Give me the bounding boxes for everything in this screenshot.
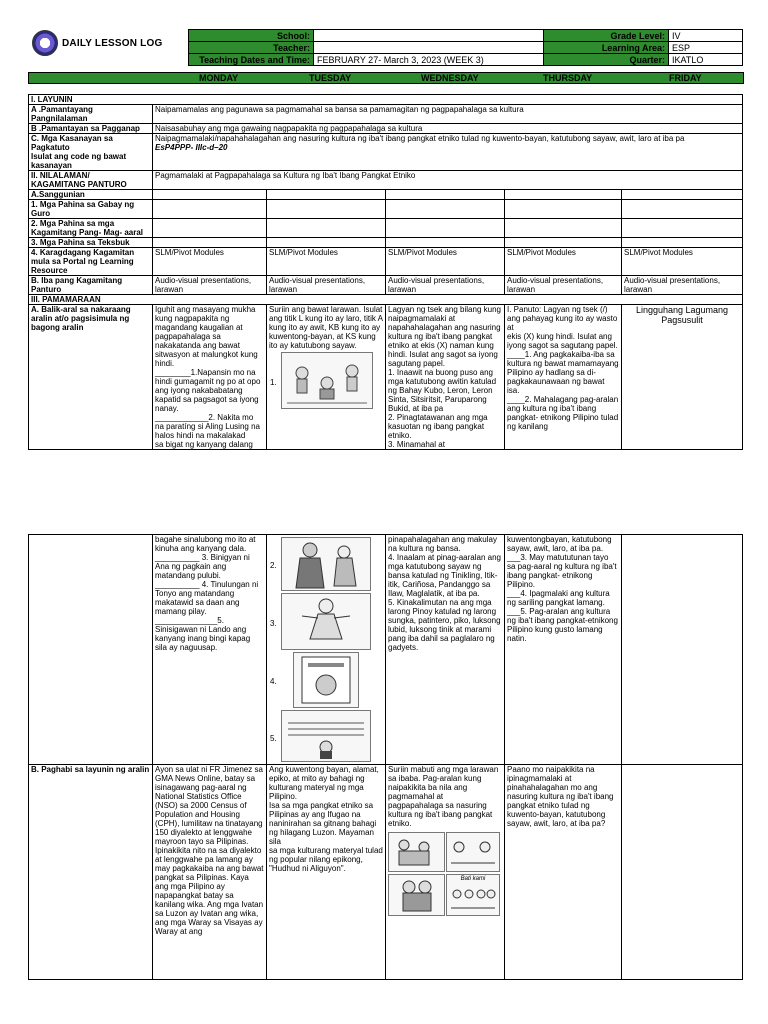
paghabi-monday: Ayon sa ulat ni FR Jimenez sa GMA News Online, batay sa isinagawang pag-aaral ng National Statistics Office (NSO) sa 2000 Census of Population and Housing (CPH), lumilitaw na tinatayang 150 diyalekto at lenggwahe mayroon tayo sa Pilipinas. Ipinakikita nito na sa diyalekto at lenggwahe pa lamang ay may pagkakaiba na ang bawat pangkat sa Pilipinas. Kaya ang mga Pilipino ay napapangkat batay sa kanilang wika. Ang mga Ivatan sa Luzon ay Ivatan ang wika, ang mga Waray sa Visayas ay Waray at ang	[153, 765, 267, 980]
quarter-label: Quarter:	[544, 54, 669, 66]
bati-kami-caption: Bati kami	[460, 876, 486, 882]
paghabi-pictures	[388, 830, 502, 914]
paghabi-thursday: Paano mo naipakikita na ipinagmamalaki at pinahahalagahan mo ang nasuring kultura ng iba't ibang pangkat etniko tulad ng kuwento-bayan, katutubong sayaw, awit, laro, at iba pa?	[505, 765, 622, 980]
deped-seal-logo	[32, 30, 58, 56]
paghabi-label: B. Paghabi sa layunin ng aralin	[29, 765, 153, 980]
teacher-value	[314, 42, 544, 54]
picture-family	[388, 832, 445, 872]
day-tuesday: TUESDAY	[309, 73, 352, 83]
picture-number: 3.	[270, 618, 277, 628]
iba-pang-label: B. Iba pang Kagamitang Panturo	[29, 276, 153, 295]
picture-number: 1.	[270, 377, 277, 387]
pamamaraan-label: III. PAMAMARAAN	[29, 295, 743, 305]
slm-wednesday: SLM/Pivot Modules	[386, 248, 505, 276]
balik-aral-tuesday: Suriin ang bawat larawan. Isulat ang titik L kung ito ay laro, titik A kung ito ay awit, KB kung ito ay kuwentong-bayan, at KS kung ito ay katutubong sayaw.	[269, 305, 383, 350]
picture-children-hug	[388, 874, 445, 916]
paghabi-tuesday: Ang kuwentong bayan, alamat, epiko, at mito ay bahagi ng kulturang materyal ng mga Pilipino. Isa sa mga pangkat etniko sa Pilipinas ay ang Ifugao na naninirahan sa gitnang bahagi ng hilagang Luzon. Mayaman sila sa mga kulturang materyal tulad ng popular nilang epikong, "Hudhud ni Aliguyon".	[267, 765, 386, 980]
school-value	[314, 30, 544, 42]
pamantayang-pangnilalaman: Naipamamalas ang pagunawa sa pagmamahal sa bansa sa pamamagitan ng pagpapahalaga sa kultura	[153, 105, 743, 124]
nilalaman-label: II. NILALAMAN/ KAGAMITANG PANTURO	[29, 171, 153, 190]
slm-thursday: SLM/Pivot Modules	[505, 248, 622, 276]
day-monday: MONDAY	[199, 73, 239, 83]
header-info-table	[188, 29, 743, 66]
teksbuk-label: 3. Mga Pahina sa Teksbuk	[29, 238, 153, 248]
children-playing-illustration	[282, 353, 372, 408]
lesson-log-table-page2	[28, 534, 743, 980]
pamantayang-pangnilalaman-label: A .Pamantayang Pangnilalaman	[29, 105, 153, 124]
picture-book-cover	[270, 652, 359, 708]
teacher-label: Teacher:	[189, 42, 314, 54]
picture-dance	[270, 593, 371, 650]
quarter-value: IKATLO	[669, 54, 743, 66]
school-label: School:	[189, 30, 314, 42]
learning-area-label: Learning Area:	[544, 42, 669, 54]
kasanayan-code: EsP4PPP- IIIc-d–20	[155, 143, 228, 152]
picture-number: 5.	[270, 733, 277, 743]
lesson-log-table-page1	[28, 94, 743, 450]
weekday-header-bar	[28, 72, 744, 84]
balik-aral-thursday: I. Panuto: Lagyan ng tsek (/) ang pahayag kung ito ay wasto at ekis (X) kung hindi. Isulat ang iyong sagot sa sagutang papel. ____1. Ang pagkakaiba-iba sa kultura ng bawat mamamayang Pilipino ay hadlang sa di-pagkakaunawaan ng bawat isa. ____2. Mahalagang pag-aralan ang kultura ng iba't ibang pangkat- etnikong Pilipino tulad ng kanilang	[505, 305, 622, 450]
pamantayan-pagganap: Naisasabuhay ang mga gawaing nagpapakita ng pagpapahalaga sa kultura	[153, 124, 743, 134]
pamantayan-pagganap-label: B .Pamantayan sa Pagganap	[29, 124, 153, 134]
balik-aral-label: A. Balik-aral sa nakaraang aralin at/o pagsisimula ng bagong aralin	[29, 305, 153, 450]
day-friday: FRIDAY	[669, 73, 702, 83]
balik-aral-friday: Lingguhang Lagumang Pagsusulit	[622, 305, 743, 450]
sanggunian-label: A.Sanggunian	[29, 190, 153, 200]
teaching-dates-label: Teaching Dates and Time:	[189, 54, 314, 66]
slm-friday: SLM/Pivot Modules	[622, 248, 743, 276]
grade-level-label: Grade Level:	[544, 30, 669, 42]
picture-number: 2.	[270, 561, 277, 571]
day-thursday: THURSDAY	[543, 73, 593, 83]
balik-aral-tuesday-cell	[267, 305, 386, 450]
day-wednesday: WEDNESDAY	[421, 73, 479, 83]
document-title: DAILY LESSON LOG	[62, 38, 163, 49]
slm-monday: SLM/Pivot Modules	[153, 248, 267, 276]
page2-tuesday-pictures	[267, 535, 386, 765]
song-sheet-illustration	[282, 711, 370, 761]
balik-aral-monday: Iguhit ang masayang mukha kung nagpapakita ng magandang kaugalian at pagpapahalaga sa nakakatanda ang bawat sitwasyon at malungkot kung hindi. ________1.Napansin mo na hindi gumagamit ng po at opo ang iyong nakababatang kapatid sa pagsagot sa iyong nanay. ____________2. Nakita mo na paratíng si Aling Lusing na halos hindi na makalakad sa bigat ng kanyang dalang	[153, 305, 267, 450]
picture-children-playing	[270, 352, 373, 409]
av-wednesday: Audio-visual presentations, larawan	[386, 276, 505, 295]
book-cover-illustration	[294, 653, 358, 707]
dance-illustration	[282, 594, 370, 649]
kagamitan-label: 2. Mga Pahina sa mga Kagamitang Pang- Mag- aaral	[29, 219, 153, 238]
paghabi-wednesday-cell	[386, 765, 505, 980]
av-friday: Audio-visual presentations, larawan	[622, 276, 743, 295]
learning-area-value: ESP	[669, 42, 743, 54]
section-layunin: I. LAYUNIN	[29, 95, 743, 105]
balik-aral-wednesday: Lagyan ng tsek ang bilang kung naipagmamalaki at napahahalagahan ang nasuring kultura ng iba't ibang pangkat etniko at ekis (X) naman kung hindi. Isulat ang sagot sa iyong sagutang papel. 1. Inaawit na buong puso ang mga katutubong awitin katulad ng Bahay Kubo, Leron, Leron Sinta, Sitsiritsit, Paruparong Bukid, at iba pa 2. Pinagtatawanan ang mga kasuotan ng ibang pangkat etniko. 3. Minamahal at	[386, 305, 505, 450]
kasanayan-label: C. Mga Kasanayan sa Pagkatuto Isulat ang code ng bawat kasanayan	[29, 134, 153, 171]
nilalaman: Pagmamalaki at Pagpapahalaga sa Kultura ng Iba't Ibang Pangkat Etniko	[153, 171, 743, 190]
teaching-dates-value: FEBRUARY 27- March 3, 2023 (WEEK 3)	[314, 54, 544, 66]
paghabi-wednesday: Suriin mabuti ang mga larawan sa ibaba. Pag-aralan kung naipakikita ba nila ang pagmamahal at pagpapahalaga sa nasuring kultura ng iba't ibang pangkat etniko.	[388, 765, 499, 828]
page2-thursday: kuwentongbayan, katutubong sayaw, awit, laro, at iba pa. ___3. May matututunan tayo sa pag-aaral ng kultura ng iba't ibang pangkat- etnikong Pilipino. ___4. Ipagmalaki ang kultura ng sariling pangkat lamang. ___5. Pag-aralan ang kultura ng iba't ibang pangkat-etnikong Pilipino kung gusto lamang natin.	[505, 535, 622, 765]
kasanayan-cell	[153, 134, 743, 171]
picture-bati-kami	[446, 874, 500, 916]
av-monday: Audio-visual presentations, larawan	[153, 276, 267, 295]
picture-kids-group	[446, 832, 500, 872]
grade-level-value: IV	[669, 30, 743, 42]
slm-tuesday: SLM/Pivot Modules	[267, 248, 386, 276]
picture-singing-sheet	[270, 710, 371, 762]
folk-story-illustration	[282, 538, 370, 590]
picture-number: 4.	[270, 677, 277, 687]
kasanayan-text: Naipagmamalaki/napahahalagahan ang nasuring kultura ng iba't ibang pangkat etniko tulad ng kuwento-bayan, katutubong sayaw, awit, laro at iba pa	[155, 134, 685, 143]
av-tuesday: Audio-visual presentations, larawan	[267, 276, 386, 295]
gabay-label: 1. Mga Pahina sa Gabay ng Guro	[29, 200, 153, 219]
karagdagang-label: 4. Karagdagang Kagamitan mula sa Portal ng Learning Resource	[29, 248, 153, 276]
page2-wednesday: pinapahalagahan ang makulay na kultura ng bansa. 4. Inaalam at pinag-aaralan ang mga katutubong sayaw ng bansa katulad ng Tinikling, Itik-itik, Cariñosa, Pandanggo sa Ilaw, Maglalatik, at iba pa. 5. Kinakalimutan na ang mga larong Pinoy katulad ng larong sungka, patintero, piko, luksong lubid, luksong tinik at marami pang iba dahil sa paglalaro ng gadyets.	[386, 535, 505, 765]
picture-folk-story	[270, 537, 371, 591]
page2-monday: bagahe sinalubong mo ito at kinuha ang kanyang dala. __________ 3. Binigyan ni Ana ng pagkain ang matandang pulubi. __________ 4. Tinulungan ni Tonyo ang matandang makatawid sa daan ang mamang pilay. ______________5. Sinisigawan ni Lando ang kanyang inang bingi kapag sila ay naguusap.	[153, 535, 267, 765]
av-thursday: Audio-visual presentations, larawan	[505, 276, 622, 295]
